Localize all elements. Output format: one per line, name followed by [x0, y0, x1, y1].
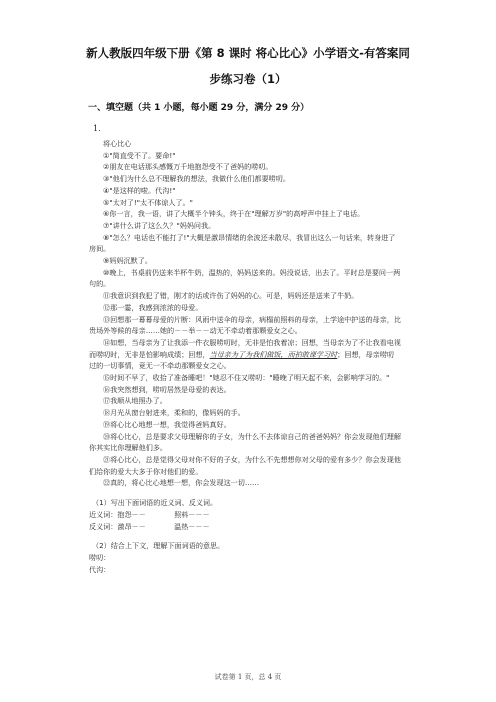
document-title-line2: 步练习卷（1） — [209, 72, 287, 86]
paragraph-20: ⑳将心比心，总是要求父母理解你的子女，为什么不去体谅自己的爸爸妈妈？你会发现他们理解你其实比你理解他们多。 — [89, 431, 401, 453]
antonym-row: 反义词：激昂－－ 温热－－－ — [89, 521, 210, 531]
paragraph-12: ⑫那一霎，我感到浓浓的母爱。 — [103, 302, 203, 312]
paragraph-14-pre: ⑭如想，当母亲为了让我添一件衣服唠叨时，无非是怕我着凉；回想，当母亲为了不让我看电视而唠叨时，无非是怕影响成绩；回想， — [89, 337, 401, 359]
paragraph-7: ⑦"讲什么讲了这么久？"妈妈问我。 — [103, 220, 216, 230]
paragraph-21: ㉑将心比心，总是觉得父母对你不好的子女，为什么不先想想你对父母的爱有多少？你会发现他们给你的爱大大多于你对他们的爱。 — [89, 454, 401, 476]
paragraph-22: ㉒真的，将心比心地想一想，你会发现这一切…… — [103, 478, 260, 488]
sub-question-1: （1）写出下面词语的近义词、反义词。 — [92, 498, 218, 508]
paragraph-6: ⑥你一言，我一语，讲了大概半个钟头，终于在"理解万岁"的高呼声中挂上了电话。 — [103, 209, 365, 219]
passage-title: 将心比心 — [103, 139, 132, 148]
paragraph-17: ⑰我顺从地照办了。 — [103, 396, 167, 406]
paragraph-14 — [89, 337, 401, 372]
paragraph-10: ⑩晚上，书桌前仍送来半杯牛奶，温热的，妈妈送来的。妈没说话，出去了。平时总是要问一两句的。 — [89, 267, 401, 289]
paragraph-14-post: ；回想，母亲唠叨过的一切事情，竟无一不牵动那颗爱女之心。 — [89, 349, 395, 371]
synonym-row: 近义词：抱怨－－ 照料－－－ — [89, 509, 210, 519]
page-footer: 试卷第 1 页，总 4 页 — [214, 673, 282, 681]
paragraph-9: ⑨妈妈沉默了。 — [103, 256, 152, 266]
passage — [89, 138, 401, 575]
paragraph-3: ③"他们为什么总不理解我的想法，我做什么他们都要唠叨。 — [103, 174, 290, 184]
question-number: 1. — [93, 124, 101, 133]
term-daigou: 代沟： — [89, 564, 111, 574]
document-title-line1: 新人教版四年级下册《第 8 课时 将心比心》小学语文-有答案同 — [86, 46, 410, 60]
term-laodao: 唠叨： — [89, 552, 111, 562]
paragraph-5: ⑤"太对了!"太不体谅人了。" — [103, 197, 193, 207]
paragraph-2: ②朋友在电话那头感慨万千地抱怨受不了爸妈的唠叨。 — [103, 162, 273, 172]
paragraph-16: ⑯我突然想到，唠叨居然是母爱的表达。 — [103, 384, 231, 394]
paragraph-19: ⑲将心比心地想一想，我觉得爸妈真好。 — [103, 419, 231, 429]
sub-question-2: （2）结合上下文，理解下面词语的意思。 — [92, 541, 225, 551]
paragraph-14-underlined: 当母亲为了为我们做饭，而拍敢课学习时 — [209, 349, 338, 359]
paragraph-18: ⑱月光从窗台射进来，柔和的，像妈妈的手。 — [103, 408, 245, 418]
paragraph-4: ④"是这样的啦。代沟!" — [103, 185, 176, 195]
paragraph-11: ⑪我意识到我犯了错，刚才的话或许伤了妈妈的心。可是，妈妈还是送来了牛奶。 — [103, 291, 359, 301]
paragraph-1: ①"简直受不了。要命!" — [103, 150, 176, 160]
paragraph-13: ⑬回想那一幕幕母爱的片断：风雨中送伞的母亲，病榻前照料的母亲，上学途中护送的母亲，比贵场外等候的母亲……她的－－举－－动无不牵动着那颗爱女之心。 — [89, 314, 401, 336]
paragraph-15: ⑮时间不早了，收拾了准备睡吧！"她忍不住又唠叨："睡晚了明天起不来，会影响学习的。" — [103, 373, 390, 383]
section-heading: 一、填空题（共 1 小题，每小题 29 分，满分 29 分） — [88, 103, 310, 113]
paragraph-8: ⑧"怎么？电话也不能打了!"大概是激昂情绪的余波还未散尽，我冒出这么一句话来，转身进了房间。 — [89, 232, 396, 254]
